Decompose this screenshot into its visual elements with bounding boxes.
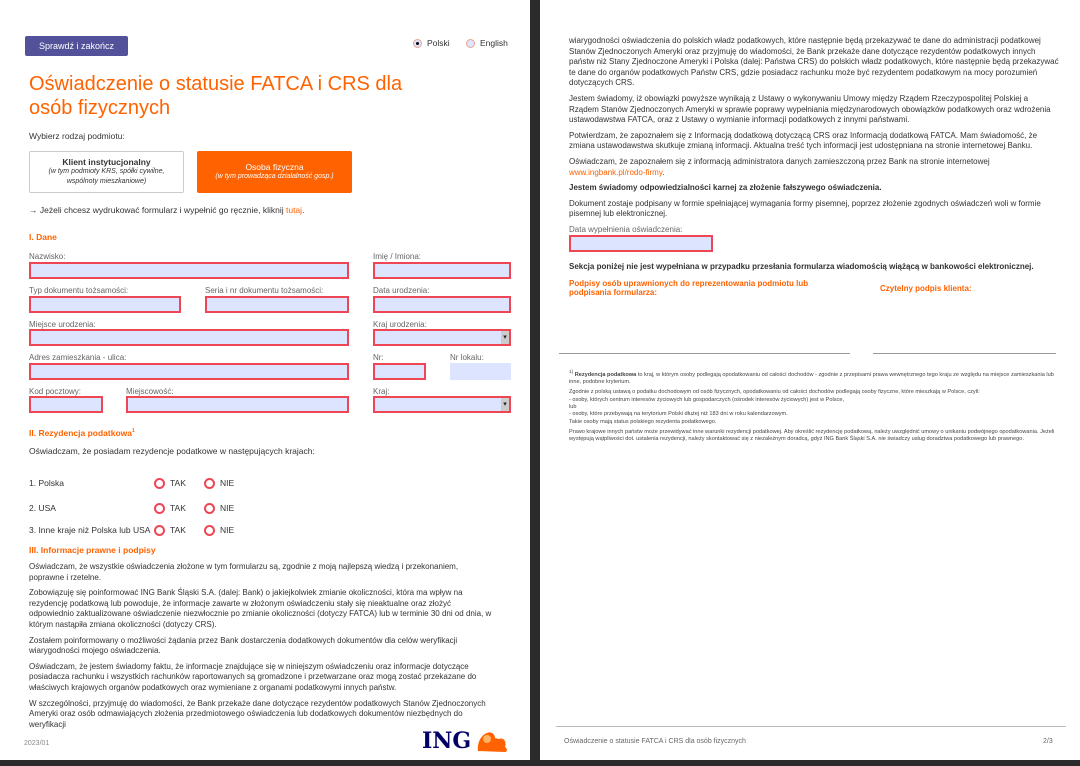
check-and-finish-button[interactable]: Sprawdź i zakończ [25, 36, 128, 56]
section-3-title: III. Informacje prawne i podpisy [29, 545, 156, 555]
no-label: NIE [220, 478, 235, 488]
signature-area [569, 279, 1059, 354]
legal-paragraph: Oświadczam, że wszystkie oświadczenia złożone w tym formularzu są, zgodnie z moją najlepszą wiedzą i przekonaniem, poprawne i rzetelne. [29, 562, 459, 582]
birth-place-input[interactable] [29, 329, 349, 346]
form-page-1 [0, 0, 530, 760]
doc-number-label: Seria i nr dokumentu tożsamości: [205, 286, 324, 295]
surname-label: Nazwisko: [29, 252, 66, 261]
section-2-title-text: II. Rezydencja podatkowa [29, 428, 132, 438]
number-input[interactable] [373, 363, 426, 380]
legal-paragraph: Oświadczam, że jestem świadomy faktu, że informacje znajdujące się w niniejszym oświadczeniu oraz informacje dotyczące posiadacza rachunku i wszystkich rachunków raportowanych są gromadzone i przetwarzane oraz mogą zostać przekazane do właściwych krajowych organów podatkowych oraz wymieniane z organami podatkowymi innych państw. [29, 661, 477, 692]
doc-type-label: Typ dokumentu tożsamości: [29, 286, 129, 295]
country-label: Kraj: [373, 387, 390, 396]
postal-label: Kod pocztowy: [29, 387, 82, 396]
legal-paragraph: Zobowiązuję się poinformować ING Bank Śląski S.A. (dalej: Bank) o jakiejkolwiek zmianie okoliczności, która ma wpływ na rezydencję podatkową lub powoduje, że informacje zawarte w złożonym oświadczeniu stały się nieaktualne oraz złożyć odpowiednio zaktualizowane oświadczenie niezwłocznie po zmianie okoliczności (dotyczy FATCA) lub w terminie 30 dni od dnia, w którym nastąpiła zmiana okoliczności (dotyczy CRS). [29, 588, 492, 629]
doc-type-input[interactable] [29, 296, 181, 313]
residency-intro: Oświadczam, że posiadam rezydencje podatkowe w następujących krajach: [29, 446, 315, 456]
residency-row-other [29, 519, 234, 541]
yes-label: TAK [170, 503, 186, 513]
yes-radio[interactable] [154, 503, 165, 514]
no-label: NIE [220, 525, 235, 535]
form-page-2 [540, 0, 1080, 760]
residency-row-poland [29, 469, 234, 497]
subject-sub: (w tym prowadząca działalność gosp.) [215, 173, 334, 180]
page-number: 2/3 [1043, 738, 1053, 745]
subject-title: Osoba fizyczna [245, 162, 304, 172]
language-option-polski[interactable] [413, 38, 450, 48]
legal-text [29, 562, 494, 735]
legal-paragraph: Jestem świadomy, iż obowiązki powyższe wynikają z Ustawy o wykonywaniu Umowy między Rządem Rzeczypospolitej Polskiej a Rządem Stanów Zjednoczonych Ameryki w sprawie poprawy wypełniania międzynarodowych obowiązków podatkowych oraz wdrożenia ustawodawstwa FATCA, oraz z Ustawy o wymianie informacji podatkowych z innymi państwami. [569, 93, 1051, 125]
footnote-text: Prawo krajowe innych państw może przewidywać inne warunki rezydencji podatkowej. Aby określić rezydencję podatkową, należy uwzględnić umowy o unikaniu podwójnego opodatkowania. Jeżeli występują wątpliwości dot. ustalenia rezydencji, należy skontaktować się z niezależnym doradcą, gdyż ING Bank Śląski S.A. nie świadczy usług doradztwa podatkowego lub prawnego. [569, 428, 1055, 443]
first-names-input[interactable] [373, 262, 511, 279]
lang-label: Polski [427, 38, 450, 48]
surname-input[interactable] [29, 262, 349, 279]
legal-paragraph: Potwierdzam, że zapoznałem się z Informacją dodatkową dotyczącą CRS oraz Informacją dodatkową FATCA. Mam świadomość, że zmiana ustawodawstwa skutkuje zmianą informacji. Aktualna treść tych informacji jest udostępniana na stronie internetowej Banku. [569, 130, 1038, 151]
street-label: Adres zamieszkania - ulica: [29, 353, 127, 362]
no-radio[interactable] [204, 478, 215, 489]
subject-institutional-button[interactable] [29, 151, 184, 193]
apartment-input[interactable] [450, 363, 511, 380]
birth-date-label: Data urodzenia: [373, 286, 430, 295]
birth-country-select[interactable] [373, 329, 511, 346]
signature-line-left [559, 353, 850, 354]
radio-icon[interactable] [413, 39, 422, 48]
signature-form-statement: Dokument zostaje podpisany w formie spełniającej wymagania formy pisemnej, poprzez złożenie zgodnych oświadczeń woli w formie pisemnej lub elektronicznej. [569, 198, 1041, 219]
country-select[interactable] [373, 396, 511, 413]
footnote-term: Rezydencja podatkowa [574, 371, 637, 378]
rodo-link[interactable]: www.ingbank.pl/rodo-firmy [569, 167, 663, 177]
page-title: Oświadczenie o statusie FATCA i CRS dla osób fizycznych [29, 73, 403, 119]
legal-paragraph: Zostałem poinformowany o możliwości żądania przez Bank dostarczenia dodatkowych dokumentów dla celów weryfikacji wiarygodności mojego oświadczenia. [29, 635, 458, 656]
rodo-paragraph: Oświadczam, że zapoznałem się z informacją administratora danych zamieszczoną przez Bank na stronie internetowej www.ingbank.pl/rodo-firmy. [569, 156, 990, 177]
page-2-content [569, 36, 1059, 446]
country-label: 3. Inne kraje niż Polska lub USA [29, 525, 151, 535]
footnote-definition [569, 368, 1059, 386]
apartment-label: Nr lokalu: [450, 353, 484, 362]
signature-left-column [559, 279, 850, 354]
footnote-text: Zgodnie z polską ustawą o podatku dochodowym od osób fizycznych, opodatkowaniu od całości dochodów podlegają osoby fizyczne, które mieszkają w Polsce, czyli: - osoby, których centrum interesów życiowych lub gospodarczych (ośrodek interesów życiowych) jest w Polsce, lub - osoby, które przebywają na terytorium Polski dłużej niż 183 dni w roku kalendarzowym. Takie osoby mają status polskiego rezydenta podatkowego. [569, 389, 980, 425]
client-signature-label: Czytelny podpis klienta: [880, 283, 972, 293]
yes-label: TAK [170, 525, 186, 535]
section-1-title: I. Dane [29, 232, 57, 242]
legal-paragraph: wiarygodności oświadczenia do polskich władz podatkowych, które następnie będą przekazywać te dane do administracji podatkowej Stanów Zjednoczonych Ameryki oraz przyjmuję do wiadomości, że Bank przekaże dane dotyczące rezydentów podatkowych innych państw niż Stany Zjednoczone Ameryki i Polska (dalej: Państwa CRS) do polskich władz podatkowych, które następnie będą przekazywać te dane do organów podatkowych Państw CRS, gdzie posiadacz rachunku może być rezydentem podatkowym na mocy porozumień dotyczących CRS. [569, 36, 1059, 88]
subject-individual-button[interactable] [197, 151, 352, 193]
city-input[interactable] [126, 396, 349, 413]
signature-right-column [873, 279, 1056, 354]
liability-statement: Jestem świadomy odpowiedzialności karnej za złożenie fałszywego oświadczenia. [569, 183, 882, 193]
hint-end: . [302, 205, 305, 215]
legal-paragraph: W szczególności, przyjmuję do wiadomości, że Bank przekaże dane dotyczące rezydentów podatkowych Stanów Zjednoczonych Ameryki oraz osób odmawiających złożenia przedmiotowego oświadczenia lub dodatkowych dokumentów niezbędnych do weryfikacji [29, 698, 486, 729]
yes-label: TAK [170, 478, 186, 488]
signature-representatives-label: Podpisy osób uprawnionych do reprezentowania podmiotu lub podpisania formularza: [569, 278, 809, 297]
section-2-title [29, 428, 135, 438]
ing-logo [422, 728, 509, 754]
print-link[interactable]: tutaj [285, 205, 303, 215]
lang-label: English [480, 38, 508, 48]
number-label: Nr: [373, 353, 384, 362]
residency-row-usa [29, 497, 234, 519]
birth-country-label: Kraj urodzenia: [373, 320, 427, 329]
no-radio[interactable] [204, 503, 215, 514]
fill-date-input[interactable] [569, 235, 713, 252]
doc-number-input[interactable] [205, 296, 349, 313]
footnote [569, 368, 1059, 444]
city-label: Miejscowość: [126, 387, 174, 396]
hint-text: → Jeżeli chcesz wydrukować formularz i wypełnić go ręcznie, kliknij [29, 205, 286, 215]
footnote-text: to kraj, w którym osoby podlegają opodatkowaniu od całości dochodów - zgodnie z przepisami prawa wewnętrznego tego kraju ze względu na miejsce zamieszkania lub inne, podobne kryterium. [569, 371, 1054, 386]
print-hint [29, 205, 304, 215]
subject-sub: (w tym podmioty KRS, spółki cywilne, wspólnoty mieszkaniowe) [48, 168, 165, 185]
subject-prompt: Wybierz rodzaj podmiotu: [29, 131, 125, 141]
postal-input[interactable] [29, 396, 103, 413]
ing-logo-text: ING [422, 728, 472, 754]
country-label: 1. Polska [29, 478, 64, 488]
no-label: NIE [220, 503, 235, 513]
country-label: 2. USA [29, 503, 56, 513]
footer-title: Oświadczenie o statusie FATCA i CRS dla osób fizycznych [564, 738, 746, 745]
no-radio[interactable] [204, 525, 215, 536]
footer-divider [556, 726, 1066, 727]
yes-radio[interactable] [154, 525, 165, 536]
footnote-mark: 1) [569, 368, 574, 374]
signature-line-right [873, 353, 1056, 354]
yes-radio[interactable] [154, 478, 165, 489]
language-option-english[interactable] [466, 38, 508, 48]
birth-date-input[interactable] [373, 296, 511, 313]
birth-place-label: Miejsce urodzenia: [29, 320, 96, 329]
residency-list [29, 469, 234, 541]
section-note: Sekcja poniżej nie jest wypełniana w przypadku przesłania formularza wiadomością wiążącą w bankowości elektronicznej. [569, 261, 1034, 271]
footnote-ref: 1 [131, 428, 135, 435]
form-version: 2023/01 [24, 740, 50, 747]
lion-icon [475, 729, 509, 753]
fill-date-label: Data wypełnienia oświadczenia: [569, 224, 683, 234]
radio-icon[interactable] [466, 39, 475, 48]
rodo-text: Oświadczam, że zapoznałem się z informacją administratora danych zamieszczoną przez Bank na stronie internetowej [569, 156, 990, 166]
subject-title: Klient instytucjonalny [62, 157, 151, 167]
first-names-label: Imię / Imiona: [373, 252, 422, 261]
street-input[interactable] [29, 363, 349, 380]
